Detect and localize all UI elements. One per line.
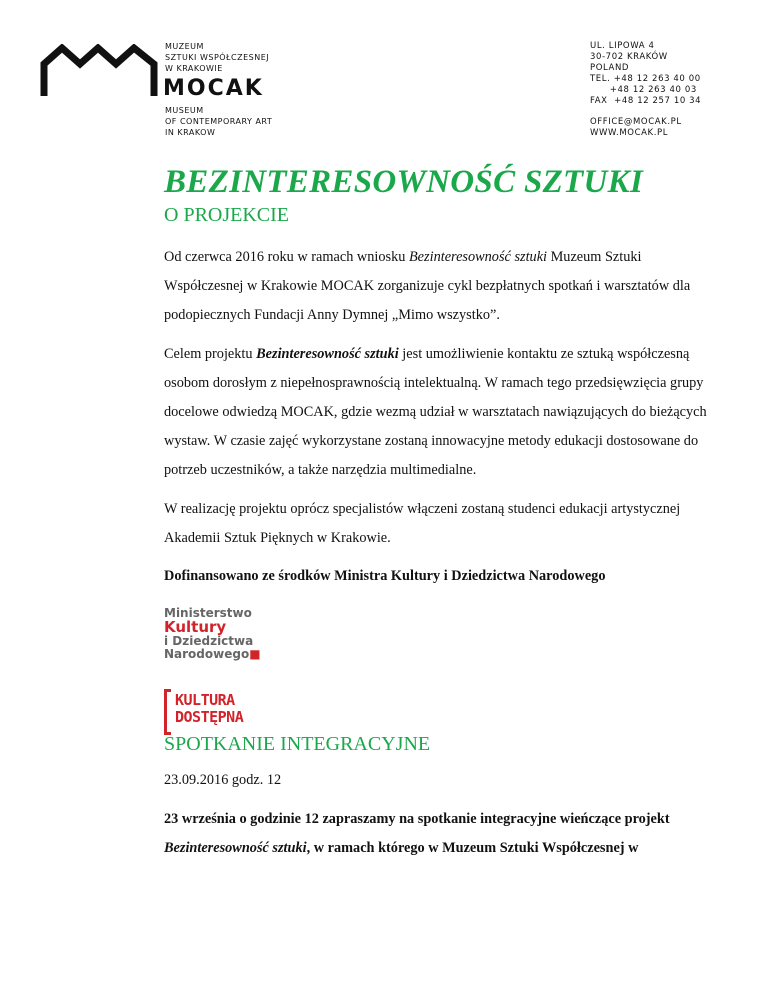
org-name-english: MUSEUM OF CONTEMPORARY ART IN KRAKOW <box>165 106 273 137</box>
phone-line: +48 12 263 40 03 <box>590 85 697 95</box>
kultura-dostepna-logo: KULTURA DOSTĘPNA <box>164 687 254 733</box>
section-heading-about: O PROJEKCIE <box>164 204 290 226</box>
fax-line: FAX +48 12 257 10 34 <box>590 96 702 106</box>
phone-line: TEL. +48 12 263 40 00 <box>590 74 701 84</box>
email-link[interactable]: OFFICE@MOCAK.PL <box>590 117 682 127</box>
mocak-roof-outline-icon <box>40 44 158 100</box>
document-title: BEZINTERESOWNOŚĆ SZTUKI <box>164 164 644 200</box>
org-name-polish: MUZEUM SZTUKI WSPÓŁCZESNEJ W KRAKOWIE <box>165 42 270 73</box>
mocak-wordmark: MOCAK <box>163 76 264 101</box>
paragraph-partners: W realizację projektu oprócz specjalistów włączeni zostaną studenci edukacji artystycznej Akademii Sztuk Pięknych w Krakowie. <box>164 501 681 546</box>
paragraph-intro: Od czerwca 2016 roku w ramach wniosku Bezinteresowność sztuki Muzeum Sztuki Współczesnej w Krakowie MOCAK zorganizuje cykl bezpłatnych spotkań i warsztatów dla podopiecznych Fundacji Anny Dymnej „Mimo wszystko”. <box>164 249 691 323</box>
paragraph-meeting: 23 września o godzinie 12 zapraszamy na spotkanie integracyjne wieńczące projekt Bezinteresowność sztuki, w ramach którego w Muzeum Sztuki Współczesnej w <box>164 811 670 856</box>
event-date: 23.09.2016 godz. 12 <box>164 772 282 788</box>
address-line: UL. LIPOWA 4 <box>590 41 655 51</box>
funding-note: Dofinansowano ze środków Ministra Kultury i Dziedzictwa Narodowego <box>164 568 606 584</box>
website-link[interactable]: WWW.MOCAK.PL <box>590 128 669 138</box>
ministry-logo: Ministerstwo Kultury i Dziedzictwa Narodowego■ <box>164 606 261 661</box>
letterhead <box>0 0 768 150</box>
address-line: POLAND <box>590 63 630 73</box>
document-body <box>164 160 724 863</box>
address-line: 30-702 KRAKÓW <box>590 52 668 62</box>
contact-info <box>590 41 701 139</box>
paragraph-goal: Celem projektu Bezinteresowność sztuki jest umożliwienie kontaktu ze sztuką współczesną osobom dorosłym z niepełnosprawnością intelektualną. W ramach tego przedsięwzięcia grupy docelowe odwiedzą MOCAK, gdzie wezmą udział w warsztatach nawiązujących do bieżących wystaw. W czasie zajęć wykorzystane zostaną innowacyjne metody edukacji dostosowane do potrzeb uczestników, a także narzędzia multimedialne. <box>164 346 707 478</box>
section-heading-meeting: SPOTKANIE INTEGRACYJNE <box>164 733 431 755</box>
bracket-icon <box>164 689 171 735</box>
